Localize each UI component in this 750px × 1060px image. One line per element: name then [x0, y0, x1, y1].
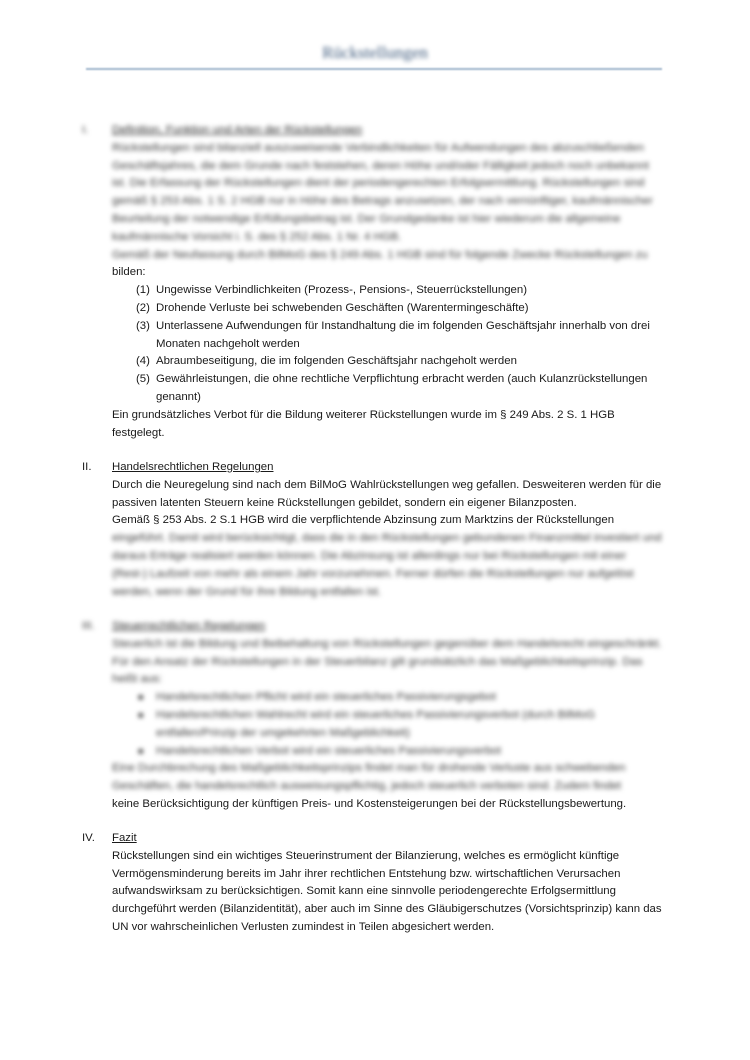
list-item: (2) Drohende Verluste bei schwebenden Geschäften (Warentermingeschäfte): [136, 301, 529, 314]
list-item: ■ Handelsrechtlichen Pflicht wird ein steuerliches Passivierungsgebot: [112, 689, 664, 707]
bullet-list: [112, 689, 664, 760]
section-paragraph: Gemäß § 253 Abs. 2 S.1 HGB wird die verpflichtende Abzinsung zum Marktzins der Rückstellungen: [112, 514, 615, 527]
list-item: (1) Ungewisse Verbindlichkeiten (Prozess-, Pensions-, Steuerrückstellungen): [136, 284, 528, 297]
section-paragraph: Durch die Neuregelung sind nach dem BilMoG Wahlrückstellungen weg gefallen. Desweiteren werden für die passiven latenten Steuern keine Rückstellungen gebildet, sondern ein eigener Bilanzposten.: [112, 478, 662, 509]
section-numeral: IV.: [82, 832, 95, 844]
section-body: [112, 618, 664, 814]
section-heading: Steuerrechtlichen Regelungen: [112, 620, 266, 632]
section-numeral: I.: [82, 124, 89, 136]
bullet-icon: ■: [138, 745, 144, 756]
section-paragraph: Ein grundsätzliches Verbot für die Bildung weiterer Rückstellungen wurde im § 249 Abs. 2 S. 1 HGB festgelegt.: [112, 408, 615, 439]
list-item: (5) Gewährleistungen, die ohne rechtliche Verpflichtung erbracht werden (auch Kulanzrückstellungen genannt): [136, 373, 648, 403]
bullet-icon: ■: [138, 709, 144, 720]
list-item: (4) Abraumbeseitigung, die im folgenden Geschäftsjahr nachgeholt werden: [136, 355, 517, 368]
list-item: ■ Handelsrechtlichen Verbot wird ein steuerliches Passivierungsverbot: [112, 743, 664, 761]
section-heading: Handelsrechtlichen Regelungen: [112, 461, 274, 473]
section-body: [112, 122, 664, 442]
section-heading: Fazit: [112, 832, 137, 844]
bullet-icon: ■: [138, 692, 144, 703]
section-paragraph: Gemäß der Neufassung durch BilMoG des § 249 Abs. 1 HGB sind für folgende Zwecke Rückstellungen zu: [112, 248, 648, 261]
section-paragraph: Eine Durchbrechung des Maßgeblichkeitsprinzips findet man für drohende Verluste aus schwebenden Geschäften, die handelsrechtlich ausweisungspflichtig, jedoch steuerlich verboten sind. Zudem findet: [112, 762, 626, 793]
numbered-list: [112, 282, 664, 407]
section-paragraph: Steuerlich ist die Bildung und Beibehaltung von Rückstellungen gegenüber dem Handelsrecht eingeschränkt. Für den Ansatz der Rückstellungen in der Steuerbilanz gilt grundsätzlich das Maßgeblichkeitsprinzip. Das heißt aus:: [112, 637, 662, 686]
section-heading: Definition, Funktion und Arten der Rückstellungen: [112, 124, 363, 136]
section-paragraph: keine Berücksichtigung der künftigen Preis- und Kostensteigerungen bei der Rückstellungsbewertung.: [112, 797, 627, 810]
list-item: ■ Handelsrechtlichen Wahlrecht wird ein steuerliches Passivierungsverbot (durch BilMoG entfallen/Prinzip der umgekehrten Maßgeblichkeit): [138, 708, 595, 739]
section-numeral: II.: [82, 461, 92, 473]
title-divider: [86, 68, 662, 70]
section-body: [112, 830, 664, 937]
section-paragraph: bilden:: [112, 266, 146, 279]
list-item: (3) Unterlassene Aufwendungen für Instandhaltung die im folgenden Geschäftsjahr innerhalb von drei Monaten nachgeholt werden: [136, 319, 650, 350]
section-numeral: III.: [82, 620, 95, 632]
section-paragraph: eingeführt. Damit wird berücksichtigt, dass die in den Rückstellungen gebundenen Finanzmittel investiert und daraus Erträge realisiert werden können. Die Abzinsung ist allerdings nur bei Rückstellungen mit einer (Rest-) Laufzeit von mehr als einem Jahr vorzunehmen. Ferner dürfen die Rückstellungen nur aufgelöst werden, wenn der Grund für ihre Bildung entfallen ist.: [112, 532, 662, 598]
page-title: Rückstellungen: [322, 43, 428, 62]
section-paragraph: Rückstellungen sind bilanziell auszuweisende Verbindlichkeiten für Aufwendungen des abzuschließenden Geschäftsjahres, die dem Grunde nach feststehen, deren Höhe und/oder Fälligkeit jedoch noch unbekannt ist. Die Erfassung der Rückstellungen dient der periodengerechten Erfolgsermittlung. Rückstellungen sind gemäß § 253 Abs. 1 S. 2 HGB nur in Höhe des Betrags anzusetzen, der nach vernünftiger, kaufmännischer Beurteilung der notwendige Erfüllungsbetrag ist. Der Grundgedanke ist hier wiederum die allgemeine kaufmännische Vorsicht i. S. des § 252 Abs. 1 Nr. 4 HGB.: [112, 141, 653, 243]
section-paragraph: Rückstellungen sind ein wichtiges Steuerinstrument der Bilanzierung, welches es ermöglicht künftige Vermögensminderung bereits im Jahr ihrer rechtlichen Entstehung bzw. wirtschaftlichen Verursachen aufwandswirksam zu berücksichtigen. Somit kann eine sinnvolle periodengerechte Erfolgsermittlung durchgeführt werden (Bilanzidentität), aber auch im Sinne des Gläubigerschutzes (Vorsichtsprinzip) kann das UN vor wahrscheinlichen Verlusten zumindest in Teilen abgesichert werden.: [112, 849, 662, 933]
section-body: [112, 459, 664, 601]
